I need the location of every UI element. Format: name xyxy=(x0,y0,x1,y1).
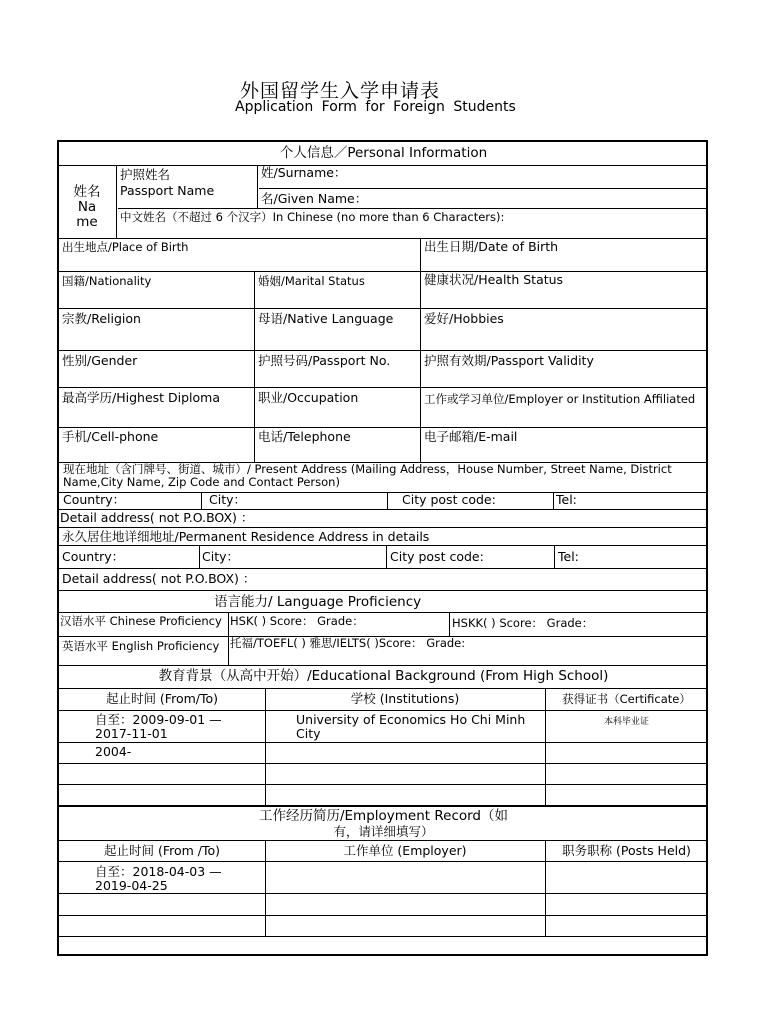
hobbies-field[interactable]: 爱好/Hobbies xyxy=(424,311,504,326)
col-line xyxy=(116,165,117,238)
education-col-certificate: 获得证书（Certificate） xyxy=(562,692,691,706)
row-line xyxy=(259,188,708,189)
education-row-2-time[interactable]: 2004- xyxy=(95,744,132,759)
row-line xyxy=(59,805,708,807)
education-row-1-institution[interactable]: University of Economics Ho Chi Minh City xyxy=(296,712,526,741)
row-line xyxy=(59,427,708,428)
health-status-field[interactable]: 健康状况/Health Status xyxy=(424,272,564,287)
row-line xyxy=(59,271,708,272)
row-line xyxy=(59,936,708,937)
education-row-1-certificate[interactable]: 本科毕业证 xyxy=(603,717,649,727)
row-line xyxy=(59,688,708,689)
col-line xyxy=(420,271,421,462)
row-line xyxy=(59,545,708,546)
row-line xyxy=(59,590,708,591)
form-title-english: Application Form for Foreign Students xyxy=(235,99,516,115)
passport-validity-field[interactable]: 护照有效期/Passport Validity xyxy=(424,353,594,368)
row-line xyxy=(59,915,708,916)
email-field[interactable]: 电子邮箱/E-mail xyxy=(424,429,518,444)
row-line xyxy=(59,238,708,239)
row-line xyxy=(118,208,708,209)
present-tel-field[interactable]: Tel: xyxy=(556,492,577,507)
row-line xyxy=(59,665,708,666)
row-line xyxy=(59,710,708,711)
row-line xyxy=(59,165,708,166)
row-line xyxy=(59,308,708,309)
employment-heading-continued: 有，请详细填写） xyxy=(333,824,434,839)
education-row-1-time[interactable]: 自至：2009-09-01 — 2017-11-01 xyxy=(95,712,222,741)
education-col-institution: 学校 (Institutions) xyxy=(350,691,460,706)
row-line xyxy=(59,350,708,351)
row-line xyxy=(59,742,708,743)
employment-col-employer: 工作单位 (Employer) xyxy=(343,843,467,858)
col-line xyxy=(449,612,450,636)
present-address-heading: 现在地址（含门牌号、街道、城市）/ Present Address (Mailing Address，House Number, Street Name, District Name,City Name, Zip Code and Contact Person) xyxy=(63,462,672,489)
employer-field[interactable]: 工作或学习单位/Employer or Institution Affiliated xyxy=(424,392,696,406)
permanent-tel-field[interactable]: Tel: xyxy=(558,549,579,564)
application-form-table xyxy=(57,140,708,956)
telephone-field[interactable]: 电话/Telephone xyxy=(258,429,351,444)
col-line xyxy=(554,545,555,568)
col-line xyxy=(553,492,554,509)
place-of-birth-field[interactable]: 出生地点/Place of Birth xyxy=(62,240,189,254)
marital-status-field[interactable]: 婚姻/Marital Status xyxy=(258,274,365,288)
nationality-field[interactable]: 国籍/Nationality xyxy=(62,274,152,288)
cell-phone-field[interactable]: 手机/Cell-phone xyxy=(62,429,159,444)
chinese-name-field[interactable]: 中文姓名（不超过 6 个汉字）In Chinese (no more than 6 Characters): xyxy=(120,210,505,224)
chinese-proficiency-label: 汉语水平 Chinese Proficiency xyxy=(60,614,222,628)
hsk-score-field[interactable]: HSK( ) Score： Grade： xyxy=(230,614,364,628)
row-line xyxy=(59,527,708,528)
row-line xyxy=(59,784,708,785)
highest-diploma-field[interactable]: 最高学历/Highest Diploma xyxy=(62,390,221,405)
present-city-field[interactable]: City： xyxy=(209,492,246,507)
date-of-birth-field[interactable]: 出生日期/Date of Birth xyxy=(424,239,559,254)
passport-no-field[interactable]: 护照号码/Passport No. xyxy=(258,353,391,368)
gender-field[interactable]: 性别/Gender xyxy=(62,353,138,368)
english-test-score-field[interactable]: 托福/TOEFL( ) 雅思/IELTS( )Score： Grade: xyxy=(230,636,466,650)
native-language-field[interactable]: 母语/Native Language xyxy=(258,311,394,326)
col-line xyxy=(386,545,387,568)
col-line xyxy=(387,492,388,509)
permanent-post-code-field[interactable]: City post code: xyxy=(390,549,484,564)
hskk-score-field[interactable]: HSKK( ) Score： Grade： xyxy=(452,616,594,630)
permanent-city-field[interactable]: City： xyxy=(202,549,239,564)
row-line xyxy=(59,763,708,764)
row-line xyxy=(59,568,708,569)
present-post-code-field[interactable]: City post code: xyxy=(402,492,496,507)
present-detail-address-field[interactable]: Detail address( not P.O.BOX) ： xyxy=(60,510,254,525)
col-line xyxy=(228,612,229,665)
personal-info-heading: 个人信息／Personal Information xyxy=(279,145,488,161)
occupation-field[interactable]: 职业/Occupation xyxy=(258,390,359,405)
religion-field[interactable]: 宗教/Religion xyxy=(62,311,141,326)
permanent-detail-address-field[interactable]: Detail address( not P.O.BOX) ： xyxy=(62,571,256,586)
employment-heading: 工作经历简历/Employment Record（如 xyxy=(258,808,509,824)
surname-field[interactable]: 姓/Surname： xyxy=(261,165,347,180)
present-country-field[interactable]: Country： xyxy=(63,492,126,507)
employment-col-time: 起止时间 (From /To) xyxy=(103,843,221,858)
row-line xyxy=(59,893,708,894)
col-line xyxy=(257,165,258,208)
col-line xyxy=(199,545,200,568)
row-line xyxy=(59,840,708,841)
permanent-address-heading: 永久居住地详细地址/Permanent Residence Address in details xyxy=(62,529,430,544)
language-heading: 语言能力/ Language Proficiency xyxy=(214,594,422,610)
row-line xyxy=(59,387,708,388)
passport-name-label: 护照姓名 Passport Name xyxy=(120,167,215,198)
form-title-chinese: 外国留学生入学申请表 xyxy=(240,80,441,102)
education-col-time: 起止时间 (From/To) xyxy=(105,691,219,706)
row-line xyxy=(59,612,708,613)
col-line xyxy=(201,492,202,509)
english-proficiency-label: 英语水平 English Proficiency xyxy=(62,639,220,653)
row-line xyxy=(59,861,708,862)
given-name-field[interactable]: 名/Given Name： xyxy=(261,191,368,206)
col-line xyxy=(254,271,255,462)
education-heading: 教育背景（从高中开始）/Educational Background (From High School) xyxy=(158,668,609,684)
row-line xyxy=(59,492,708,493)
col-line xyxy=(420,238,421,271)
employment-col-posts: 职务职称 (Posts Held) xyxy=(562,843,691,858)
permanent-country-field[interactable]: Country： xyxy=(62,549,125,564)
name-label: 姓名 Na me xyxy=(73,184,101,230)
employment-row-1-time[interactable]: 自至：2018-04-03 — 2019-04-25 xyxy=(95,864,222,893)
